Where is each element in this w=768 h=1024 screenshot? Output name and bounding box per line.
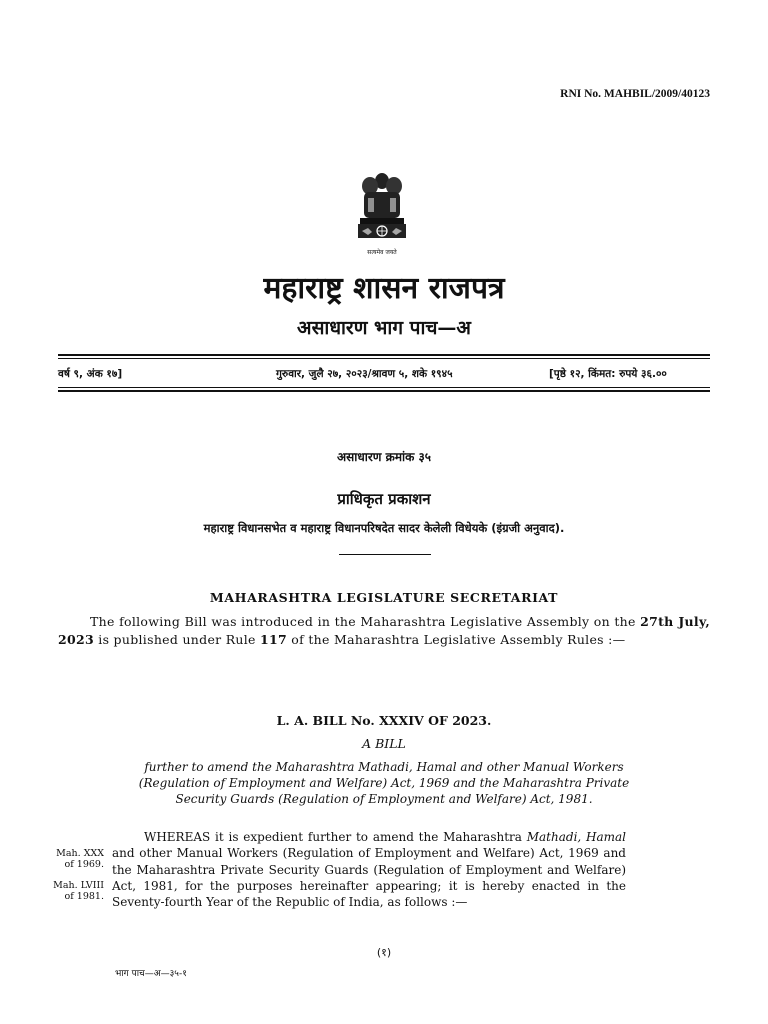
intro-rule: 117 <box>260 632 288 647</box>
margin-note-1981: Mah. LVIII of 1981. <box>53 880 104 902</box>
bill-long-title: further to amend the Maharashtra Mathadi, Hamal and other Manual Workers (Regulation of Employment and Welfare) Act, 1969 and the Maharashtra Private Security Guards (Regulation of Employment and Welfare) Act, 1981. <box>138 760 630 806</box>
rni-number: RNI No. MAHBIL/2009/40123 <box>560 88 710 100</box>
bill-number: L. A. BILL No. XXXIV OF 2023. <box>276 713 492 728</box>
issue-date: गुरुवार, जुलै २७, २०२३/श्रावण ५, शके १९४५ <box>276 368 453 380</box>
publication-description: महाराष्ट्र विधानसभेत व महाराष्ट्र विधानपरिषदेत सादर केलेली विधेयके (इंग्रजी अनुवाद). <box>203 521 565 535</box>
extraordinary-number: असाधारण क्रमांक ३५ <box>336 450 431 464</box>
margin-note-1969: Mah. XXX of 1969. <box>56 848 104 870</box>
pages-price: [पृष्ठे १२, किंमत: रुपये ३६.०० <box>549 368 667 380</box>
authorized-publication: प्राधिकृत प्रकाशन <box>337 490 431 508</box>
gazette-title: महाराष्ट्र शासन राजपत्र <box>263 271 505 306</box>
header-rule-bottom-thin <box>58 387 710 388</box>
intro-date: 27th July, 2023 <box>58 614 710 647</box>
a-bill-label: A BILL <box>362 736 406 751</box>
section-divider <box>339 554 431 555</box>
intro-paragraph: The following Bill was introduced in the Maharashtra Legislative Assembly on the 27th July, 2023 is published under Rule 117 of the Maharashtra Legislative Assembly Rules :— <box>58 614 710 647</box>
header-rule-top-thin <box>58 358 710 359</box>
header-rule-top <box>58 354 710 356</box>
whereas-clause: WHEREAS it is expedient further to amend the Maharashtra Mathadi, Hamal and other Manual Workers (Regulation of Employment and Welfare) Act, 1969 and the Maharashtra Private Security Guards (Regulation of Employment and Welfare) Act, 1981, for the purposes hereinafter appearing; it is hereby enacted in the Seventy-fourth Year of the Republic of India, as follows :— <box>112 830 626 910</box>
state-emblem-icon <box>354 170 410 258</box>
header-rule-bottom <box>58 390 710 392</box>
svg-text:सत्यमेव जयते: सत्यमेव जयते <box>367 249 397 256</box>
footer-code: भाग पाच—अ—३५-१ <box>115 969 187 979</box>
secretariat-heading: MAHARASHTRA LEGISLATURE SECRETARIAT <box>209 590 559 605</box>
page-number: (१) <box>376 946 392 959</box>
volume-issue: वर्ष ९, अंक १७] <box>58 368 123 380</box>
gazette-subtitle: असाधारण भाग पाच—अ <box>297 317 471 339</box>
